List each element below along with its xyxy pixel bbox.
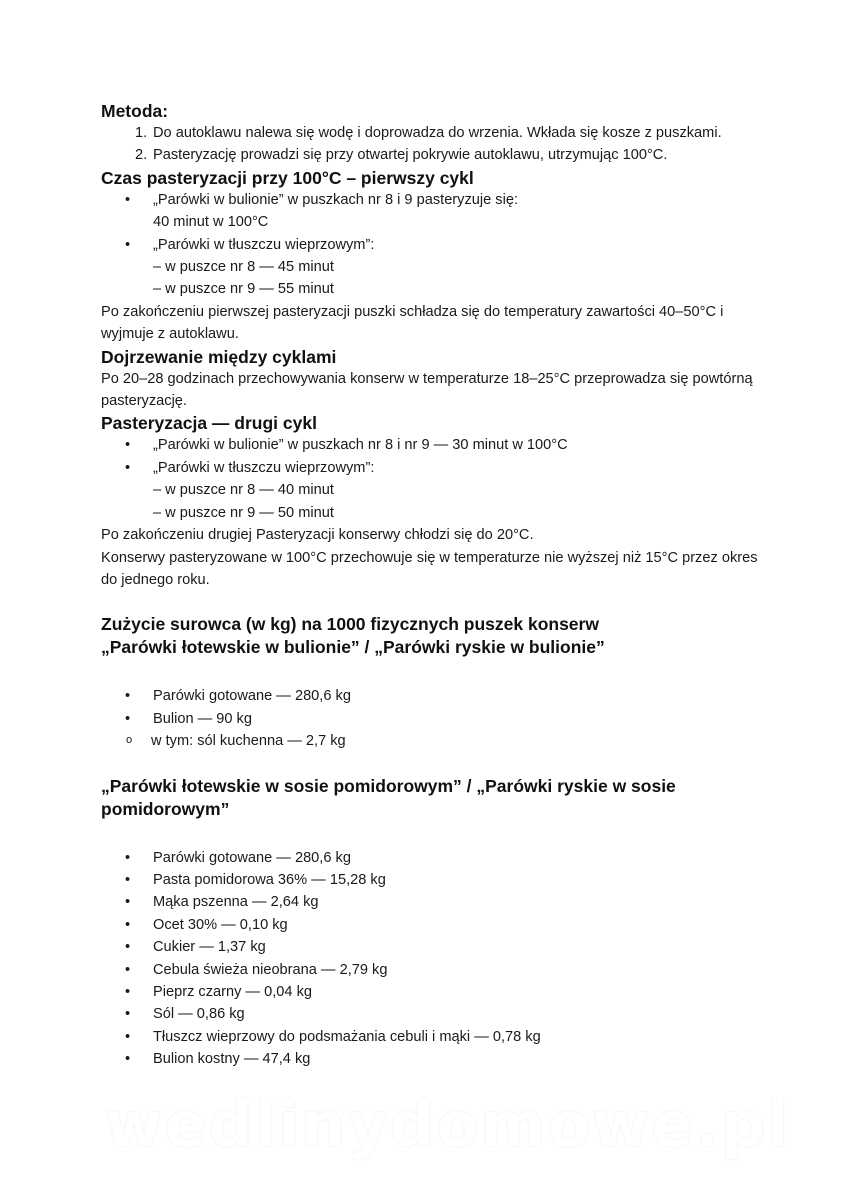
ingredient: Pasta pomidorowa 36% — 15,28 kg	[153, 871, 386, 888]
list-item	[101, 708, 761, 730]
ingredient: Mąka pszenna — 2,64 kg	[153, 894, 319, 911]
first-cycle-heading: Czas pasteryzacji przy 100°C – pierwszy cykl	[101, 167, 474, 188]
ingredient: Parówki gotowane — 280,6 kg	[153, 688, 351, 705]
bullet-icon	[101, 1003, 153, 1025]
bullet-icon	[101, 708, 153, 730]
item-line: – w puszce nr 9 — 50 minut	[153, 504, 334, 521]
bullet-icon	[101, 959, 153, 981]
item-line: – w puszce nr 8 — 45 minut	[153, 259, 334, 276]
bullet-icon	[101, 457, 153, 524]
watermark: wedlinydomowe.pl	[105, 1088, 791, 1161]
second-cycle-heading: Pasteryzacja — drugi cykl	[101, 413, 317, 434]
item-line: „Parówki w tłuszczu wieprzowym”:	[153, 459, 375, 476]
item-line: 40 minut w 100°C	[153, 214, 269, 231]
list-item	[101, 1026, 761, 1048]
storage-note: Konserwy pasteryzowane w 100°C przechowuje się w temperaturze nie wyższej niż 15°C przez okres do jednego roku.	[101, 549, 758, 588]
usage-bulion-heading: Zużycie surowca (w kg) na 1000 fizycznych puszek konserw „Parówki łotewskie w bulionie” / „Parówki ryskie w bulionie”	[101, 614, 605, 658]
list-item	[101, 1003, 761, 1025]
step-number: 2.	[135, 147, 148, 164]
method-step	[101, 122, 761, 144]
usage-tomato-heading: „Parówki łotewskie w sosie pomidorowym” / „Parówki ryskie w sosie pomidorowym”	[101, 775, 676, 819]
bullet-icon	[101, 847, 153, 869]
bullet-icon	[101, 1026, 153, 1048]
bullet-icon	[101, 685, 153, 707]
sub-list-item	[49, 730, 761, 752]
bullet-icon	[101, 914, 153, 936]
list-item	[101, 457, 761, 524]
method-heading: Metoda:	[101, 101, 169, 121]
list-item	[101, 936, 761, 958]
ingredient: w tym: sól kuchenna — 2,7 kg	[151, 733, 346, 750]
list-item	[101, 234, 761, 301]
ingredient: Cukier — 1,37 kg	[153, 939, 266, 956]
step-number: 1.	[135, 125, 148, 141]
bullet-icon	[101, 434, 153, 456]
bullet-icon	[101, 936, 153, 958]
item-line: „Parówki w tłuszczu wieprzowym”:	[153, 236, 375, 253]
ingredient: Cebula świeża nieobrana — 2,79 kg	[153, 961, 388, 978]
list-item	[101, 847, 761, 869]
item-line: „Parówki w bulionie” w puszkach nr 8 i nr 9 — 30 minut w 100°C	[153, 437, 568, 454]
bullet-icon	[101, 1048, 153, 1070]
ingredient: Parówki gotowane — 280,6 kg	[153, 849, 351, 866]
bullet-icon	[101, 189, 153, 234]
list-item	[101, 959, 761, 981]
list-item	[101, 981, 761, 1003]
bullet-icon	[101, 891, 153, 913]
list-item	[101, 434, 761, 456]
ingredient: Bulion — 90 kg	[153, 710, 252, 727]
circle-bullet-icon	[49, 730, 151, 752]
item-line: „Parówki w bulionie” w puszkach nr 8 i 9 pasteryzuje się:	[153, 191, 519, 208]
item-line: – w puszce nr 8 — 40 minut	[153, 482, 334, 499]
list-item	[101, 189, 761, 234]
list-item	[101, 1048, 761, 1070]
ingredient: Ocet 30% — 0,10 kg	[153, 916, 288, 933]
list-item	[101, 685, 761, 707]
list-item	[101, 869, 761, 891]
ingredient: Sól — 0,86 kg	[153, 1006, 245, 1023]
bullet-icon	[101, 234, 153, 301]
second-cycle-note: Po zakończeniu drugiej Pasteryzacji konserwy chłodzi się do 20°C.	[101, 527, 534, 544]
ingredient: Bulion kostny — 47,4 kg	[153, 1051, 311, 1068]
document-page	[101, 100, 761, 1071]
step-text: Do autoklawu nalewa się wodę i doprowadza do wrzenia. Wkłada się kosze z puszkami.	[153, 125, 722, 141]
list-item	[101, 891, 761, 913]
item-line: – w puszce nr 9 — 55 minut	[153, 281, 334, 298]
bullet-icon	[101, 981, 153, 1003]
method-step	[101, 144, 761, 166]
bullet-icon	[101, 869, 153, 891]
ingredient: Pieprz czarny — 0,04 kg	[153, 983, 312, 1000]
maturation-heading: Dojrzewanie między cyklami	[101, 346, 337, 367]
step-text: Pasteryzację prowadzi się przy otwartej pokrywie autoklawu, utrzymując 100°C.	[153, 147, 668, 164]
first-cycle-note: Po zakończeniu pierwszej pasteryzacji puszki schładza się do temperatury zawartości 40–50°C i wyjmuje z autoklawu.	[101, 303, 724, 343]
list-item	[101, 914, 761, 936]
ingredient: Tłuszcz wieprzowy do podsmażania cebuli i mąki — 0,78 kg	[153, 1028, 541, 1045]
maturation-text: Po 20–28 godzinach przechowywania konserw w temperaturze 18–25°C przeprowadza się powtórną pasteryzację.	[101, 370, 753, 410]
